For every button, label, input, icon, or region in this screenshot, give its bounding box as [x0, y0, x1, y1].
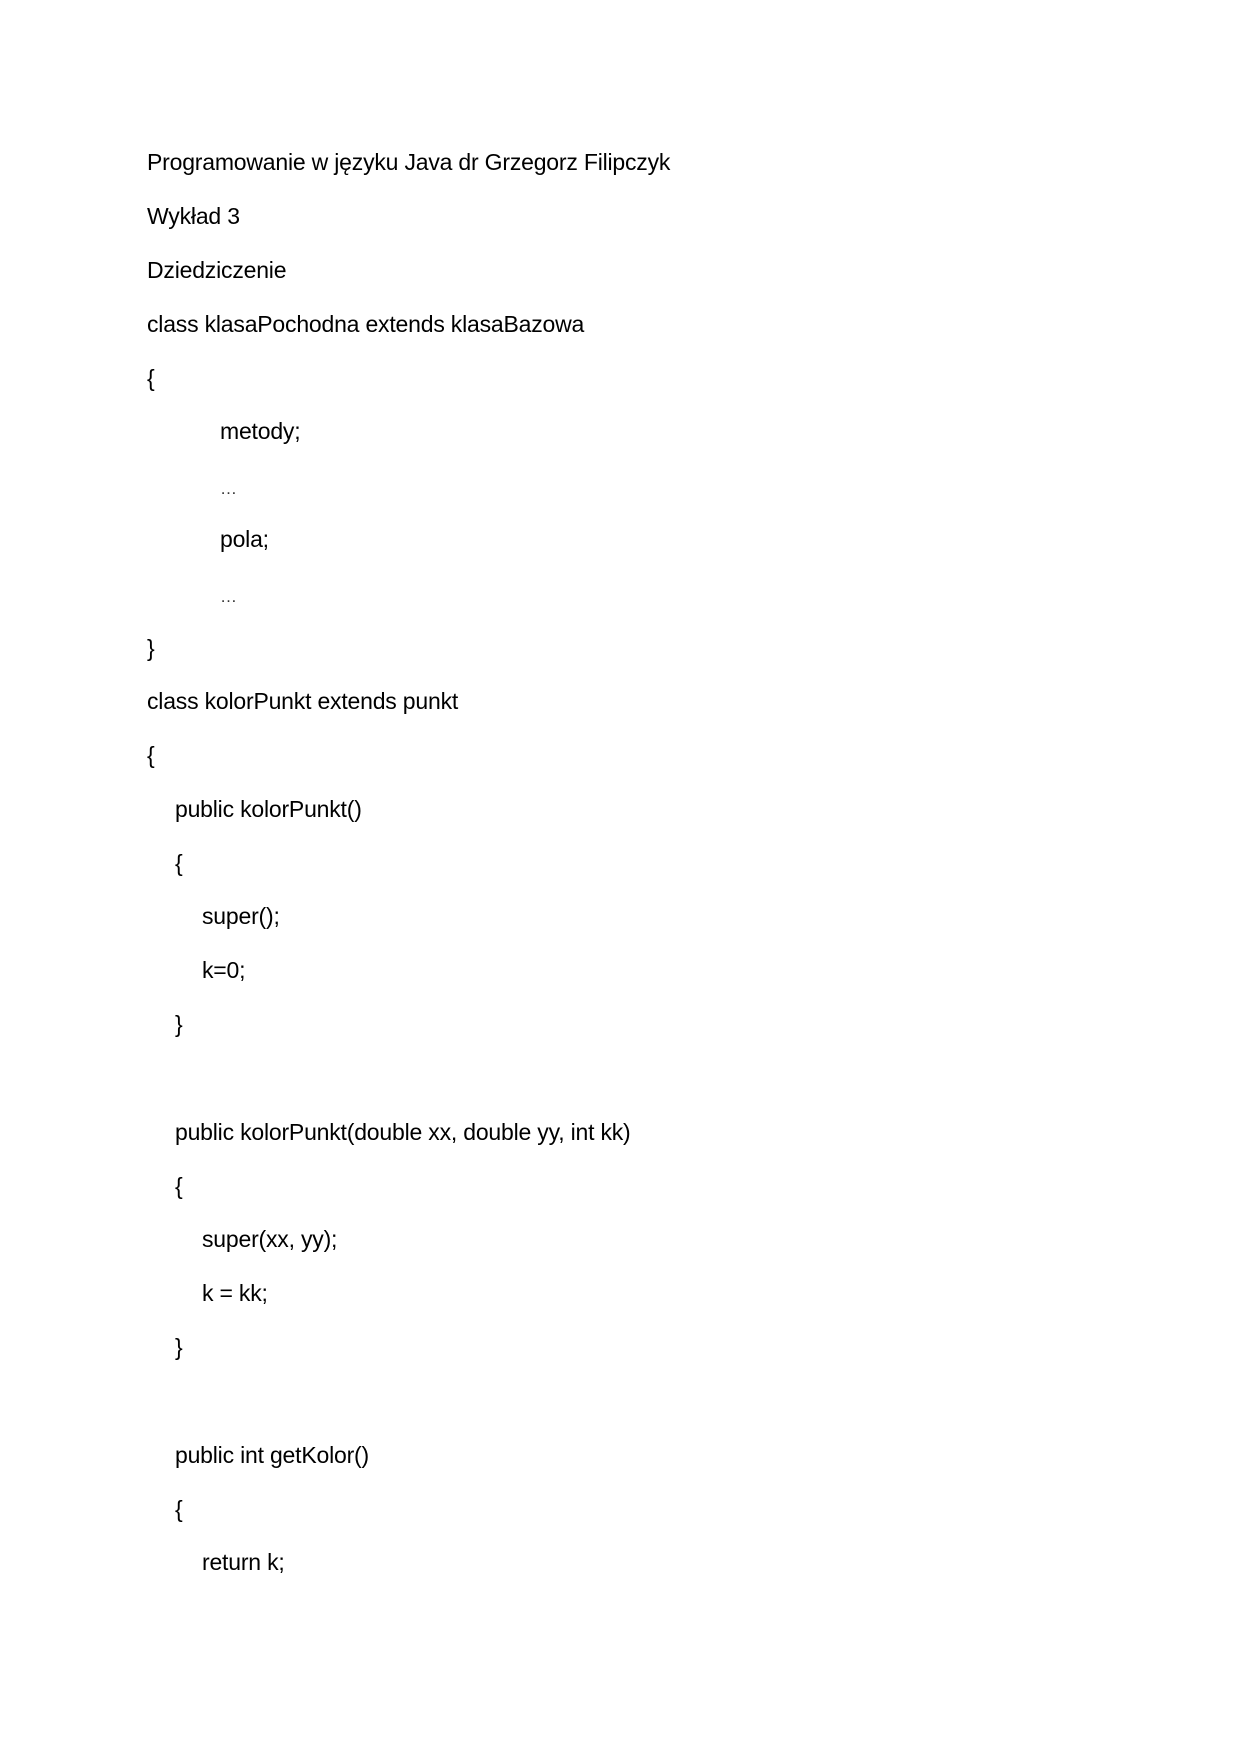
code-line: { [175, 1496, 183, 1522]
code-line: super(xx, yy); [202, 1226, 338, 1252]
code-line: return k; [202, 1549, 285, 1575]
code-line: } [175, 1334, 183, 1360]
code-line: public kolorPunkt(double xx, double yy, int kk) [175, 1119, 631, 1145]
code-line: metody; [220, 418, 301, 444]
code-line: public int getKolor() [175, 1442, 369, 1468]
code-line: { [147, 365, 155, 391]
document-header: Programowanie w języku Java dr Grzegorz Filipczyk [147, 149, 671, 175]
code-line: pola; [220, 526, 269, 552]
code-line: { [175, 850, 183, 876]
code-line: super(); [202, 903, 280, 929]
code-line: { [175, 1173, 183, 1199]
code-line: } [147, 635, 155, 661]
code-line: } [175, 1011, 183, 1037]
code-line: … [220, 587, 238, 606]
code-line: k=0; [202, 957, 246, 983]
topic-title: Dziedziczenie [147, 257, 287, 283]
code-line: { [147, 742, 155, 768]
lecture-number: Wykład 3 [147, 203, 240, 229]
code-line: k = kk; [202, 1280, 268, 1306]
code-line: public kolorPunkt() [175, 796, 362, 822]
code-line: … [220, 479, 238, 498]
code-line: class kolorPunkt extends punkt [147, 688, 459, 714]
code-line: class klasaPochodna extends klasaBazowa [147, 311, 585, 337]
